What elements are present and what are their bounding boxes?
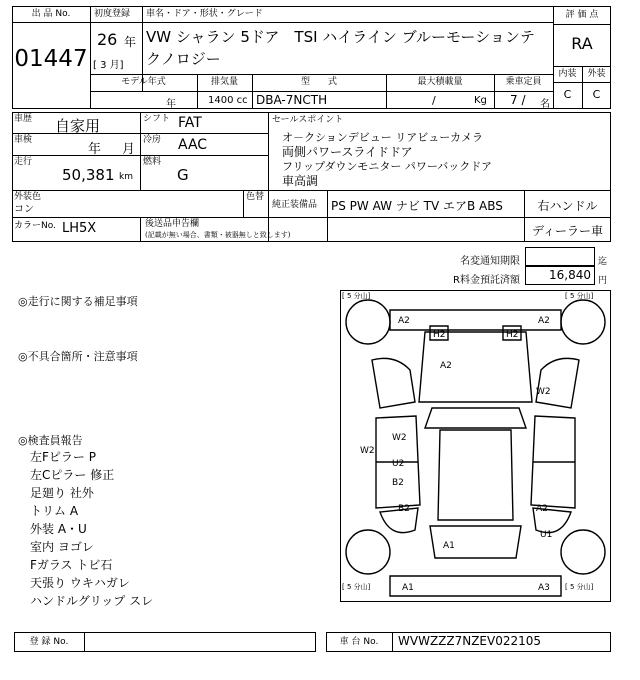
car-diagram [340,290,611,602]
interior-grade: C [563,88,572,101]
history-label: 車歴 [14,114,33,124]
car-name-line2: クノロジー [146,50,221,68]
car-name-label: 車名・ドア・形状・グレード [146,9,263,19]
ext-color-label: 外装色 [14,192,42,202]
recycle-amount: 16,840 [549,268,591,282]
ac-value: AAC [178,137,208,153]
max-load-slash: / [432,94,436,107]
mark-center-u: U2 [392,459,405,469]
tire-label-top-left: [ 5 分山] [342,292,371,300]
mark-right-front: W2 [536,387,551,397]
exterior-label: 外装 [587,69,606,79]
inspector-item: 天張り ウキハガレ [30,576,130,590]
inspection-year-unit: 年 [88,142,102,157]
capacity-unit: 名 [540,99,550,110]
mileage-unit: km [119,172,133,182]
ext-color-value: コン [14,204,34,215]
inspector-item: 左Cピラー 修正 [30,468,115,482]
sales-points-label: セールスポイント [272,115,344,125]
inspection-label: 車検 [14,135,33,145]
interior-label: 内装 [558,69,577,79]
type-value: DBA-7NCTH [256,93,328,107]
capacity-value: 7 / [510,93,526,107]
tire-rear-left [346,530,390,574]
inspector-title: ◎検査員報告 [18,434,83,447]
inspector-item: 室内 ヨゴレ [30,540,94,554]
chassis-label: 車 台 No. [339,637,379,647]
recycle-label: R料金預託済額 [453,275,520,286]
sales-point: 車高調 [282,174,319,188]
notice-unit: 迄 [598,257,608,267]
mark-front-left: A2 [398,316,410,326]
equipment-label: 純正装備品 [272,200,318,210]
mark-trunk: A1 [443,541,455,551]
grade-label: 評 価 点 [565,10,599,20]
lot-number: 01447 [14,46,88,72]
shift-label: シフト [143,114,171,124]
notice-box [525,247,595,266]
steering-value: 右ハンドル [537,199,598,213]
tire-rear-right [561,530,605,574]
tire-front-right [561,300,605,344]
mileage-label: 走行 [14,157,33,167]
tire-label-bottom-right: [ 5 分山] [565,583,594,591]
mark-right-rear-u: U1 [540,530,553,540]
displacement-value: 1400 cc [208,95,248,106]
inspector-item: ハンドルグリップ スレ [30,594,154,608]
doc-label: 後送品申告欄 [145,219,200,229]
year-unit: 年 [124,35,137,49]
model-year-unit: 年 [166,99,176,110]
recycle-unit: 円 [598,276,608,286]
mark-right-rear-a: A2 [536,504,548,514]
sales-point: オ－クションデビュー リアビューカメラ [282,131,484,144]
notice-label: 名変通知期限 [460,256,520,267]
max-load-unit: Kg [474,95,487,106]
type-label: 型 式 [300,77,337,87]
mark-rear-right: A3 [538,583,550,593]
dealer-value: ディーラー車 [531,224,604,238]
shift-value: FAT [178,115,202,131]
mark-left-rear: B2 [398,504,410,514]
displacement-label: 排気量 [210,77,238,87]
sales-point: フリップダウンモニター パワーバックドア [282,160,492,173]
first-reg-month: [ 3 月] [93,60,124,71]
capacity-label: 乗車定員 [505,77,542,87]
tire-label-top-right: [ 5 分山] [565,292,594,300]
defects-title: ◎不具合箇所・注意事項 [18,350,138,363]
mark-front-right: A2 [538,316,550,326]
color-change-label: 色替 [246,192,265,202]
color-no-label: カラーNo. [14,221,56,231]
fuel-value: G [177,166,189,184]
exterior-grade: C [592,88,601,101]
chassis-value: WVWZZZ7NZEV022105 [398,634,542,648]
inspector-item: 足廻り 社外 [30,486,94,500]
inspector-item: トリム A [30,504,79,518]
mark-hood-right: H2 [506,330,519,340]
tire-front-left [346,300,390,344]
mark-center-b: B2 [392,478,404,488]
mark-left-side: W2 [360,446,375,456]
model-year-label: モデル年式 [121,77,166,87]
max-load-label: 最大積載量 [417,77,463,87]
equipment-value: PS PW AW ナビ TV エアB ABS [331,199,503,213]
inspection-month-unit: 月 [122,142,136,157]
inspector-item: 左Fピラー P [30,450,96,464]
first-reg-label: 初度登録 [94,9,131,19]
mark-hood-left: H2 [433,330,446,340]
mark-rear-left: A1 [402,583,414,593]
lot-label: 出 品 No. [31,9,71,19]
car-name-line1: VW シャラン 5ドア TSI ハイライン ブルーモーションテ [146,28,535,46]
mark-hood: A2 [440,361,452,371]
color-no-value: LH5X [62,221,97,236]
ac-label: 冷房 [143,135,162,145]
fuel-label: 燃料 [143,157,162,167]
inspector-item: Fガラス トビ石 [30,558,113,572]
grade-value: RA [571,34,593,53]
mark-center-w: W2 [392,433,407,443]
inspector-item: 外装 A・U [30,522,87,536]
first-reg-year: 26 [97,30,118,49]
reg-no-label: 登 録 No. [29,637,69,647]
mileage-value: 50,381 [62,166,115,184]
history-value: 自家用 [55,117,101,135]
driving-notes-title: ◎走行に関する補足事項 [18,295,138,308]
sales-point: 両側パワースライドドア [282,145,413,159]
doc-note: (記載が無い場合、書類・被器無しと致します) [145,231,291,239]
tire-label-bottom-left: [ 5 分山] [342,583,371,591]
